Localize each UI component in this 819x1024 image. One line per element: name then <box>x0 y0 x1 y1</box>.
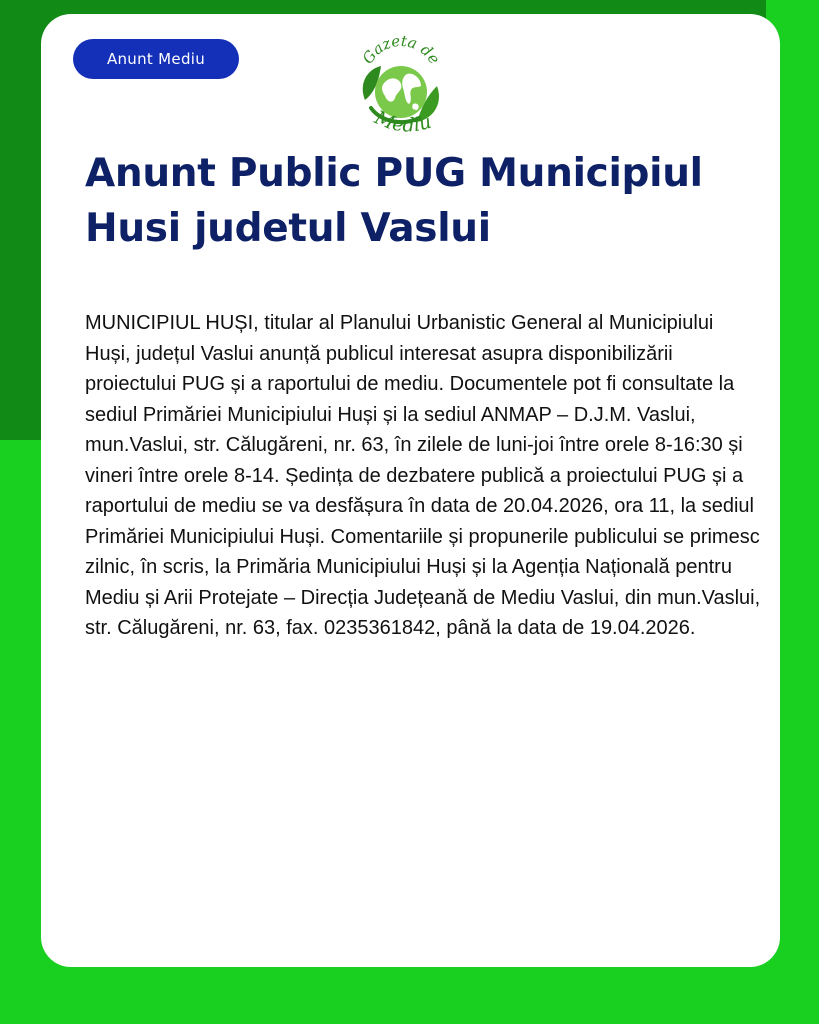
logo-top-text: Gazeta de <box>358 31 444 68</box>
gazeta-de-mediu-logo <box>351 30 451 142</box>
announcement-body: MUNICIPIUL HUȘI, titular al Planului Urbanistic General al Municipiului Huși, județul Vaslui anunță publicul interesat asupra disponibilizării proiectului PUG și a raportului de mediu. Documentele pot fi consultate la sediul Primăriei Municipiului Huși și la sediul ANMAP – D.J.M. Vaslui, mun.Vaslui, str. Călugăreni, nr. 63, în zilele de luni-joi între orele 8-16:30 și vineri între orele 8-14. Ședința de dezbatere publică a proiectului PUG și a raportului de mediu se va desfășura în data de 20.04.2026, ora 11, la sediul Primăriei Municipiului Huși. Comentariile și propunerile publicului se primesc zilnic, în scris, la Primăria Municipiului Huși și la Agenția Națională pentru Mediu și Arii Protejate – Direcția Județeană de Mediu Vaslui, din mun.Vaslui, str. Călugăreni, nr. 63, fax. 0235361842, până la data de 19.04.2026. <box>85 312 761 639</box>
logo-bottom-text: Mediu <box>371 106 434 137</box>
category-badge[interactable]: Anunt Mediu <box>73 39 239 79</box>
announcement-card <box>41 14 780 967</box>
globe-leaf-icon <box>351 30 451 142</box>
page-title: Anunt Public PUG Municipiul Husi judetul Vaslui <box>85 151 703 251</box>
